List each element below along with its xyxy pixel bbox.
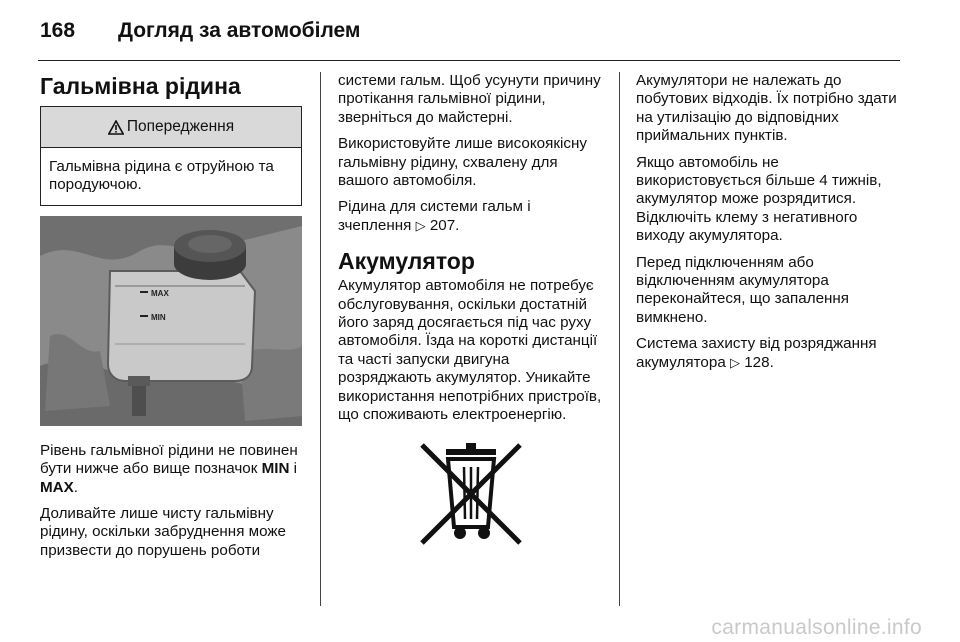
fluid-reference: [338, 198, 606, 235]
min-mark: MIN: [261, 460, 290, 478]
discharge-protection-reference: [636, 335, 906, 372]
running-title: Догляд за автомобілем: [118, 19, 361, 42]
warning-text: Гальмівна рідина є отруйною та породуючою.: [49, 158, 274, 194]
cross-reference-arrow-icon: ▷: [415, 217, 426, 233]
column-divider-right: [619, 72, 620, 606]
warning-triangle-icon: [108, 120, 124, 135]
brake-fluid-heading: Гальмівна рідина: [40, 73, 241, 99]
battery-heading: Акумулятор: [338, 248, 475, 275]
battery-text: Акумулятор автомобіля не потребує обслуговування, оскільки достатній його заряд досягається під час руху автомобіля. Їзда на короткі дистанції та часті запуски двигуна розряджають акумулятор. Уникайте використання непотрібних пристроїв, що споживають електроенергію.: [338, 277, 602, 424]
storage-text: Якщо автомобіль не використовується більше 4 тижнів, акумулятор може розрядитися. Відключіть клему з негативного виходу акумулятора.: [636, 153, 882, 245]
discharge-protection-text: Система захисту від розряджання акумулятора: [636, 335, 877, 371]
caption-end: .: [73, 478, 78, 496]
discharge-protection-page[interactable]: 128.: [744, 353, 774, 371]
photo-label-max: MAX: [151, 288, 169, 298]
middle-column: [338, 72, 606, 549]
brake-fluid-reservoir-photo: [40, 216, 302, 426]
max-mark: MAX: [40, 478, 74, 496]
cross-reference-arrow-icon: ▷: [730, 354, 740, 370]
crossed-out-wheelie-bin-icon: [416, 439, 526, 549]
column-divider-left: [320, 72, 321, 606]
continued-text: системи гальм. Щоб усунути причину протікання гальмівної рідини, зверніться до майстерні.: [338, 72, 601, 126]
use-quality-fluid-text: Використовуйте лише високоякісну гальмівну рідину, схвалену для вашого автомобіля.: [338, 135, 587, 190]
header-rule: [38, 60, 900, 61]
disposal-text: Акумулятори не належать до побутових відходів. Їх потрібно здати на утилізацію до відповідних приймальних пунктів.: [636, 72, 897, 145]
warning-box: [40, 106, 302, 206]
right-column: [636, 72, 906, 380]
caption-conj: і: [289, 460, 298, 478]
warning-title: Попередження: [126, 117, 235, 135]
page-number: 168: [40, 19, 76, 42]
caption-start: Рівень гальмівної рідини не повинен бути нижче або вище позначок: [40, 441, 298, 478]
warning-header: [41, 107, 301, 148]
fluid-reference-page[interactable]: 207.: [429, 216, 460, 234]
left-column: [40, 72, 302, 568]
refill-text: Доливайте лише чисту гальмівну рідину, оскільки забруднення може призвести до порушень роботи: [40, 505, 286, 559]
watermark: carmanualsonline.info: [711, 616, 922, 639]
before-disconnect-text: Перед підключенням або відключенням акумулятора переконайтеся, що запалення вимкнено.: [636, 253, 850, 326]
photo-label-min: MIN: [151, 312, 166, 322]
level-caption: [40, 442, 302, 497]
fluid-reference-text: Рідина для системи гальм і зчеплення: [338, 198, 531, 234]
